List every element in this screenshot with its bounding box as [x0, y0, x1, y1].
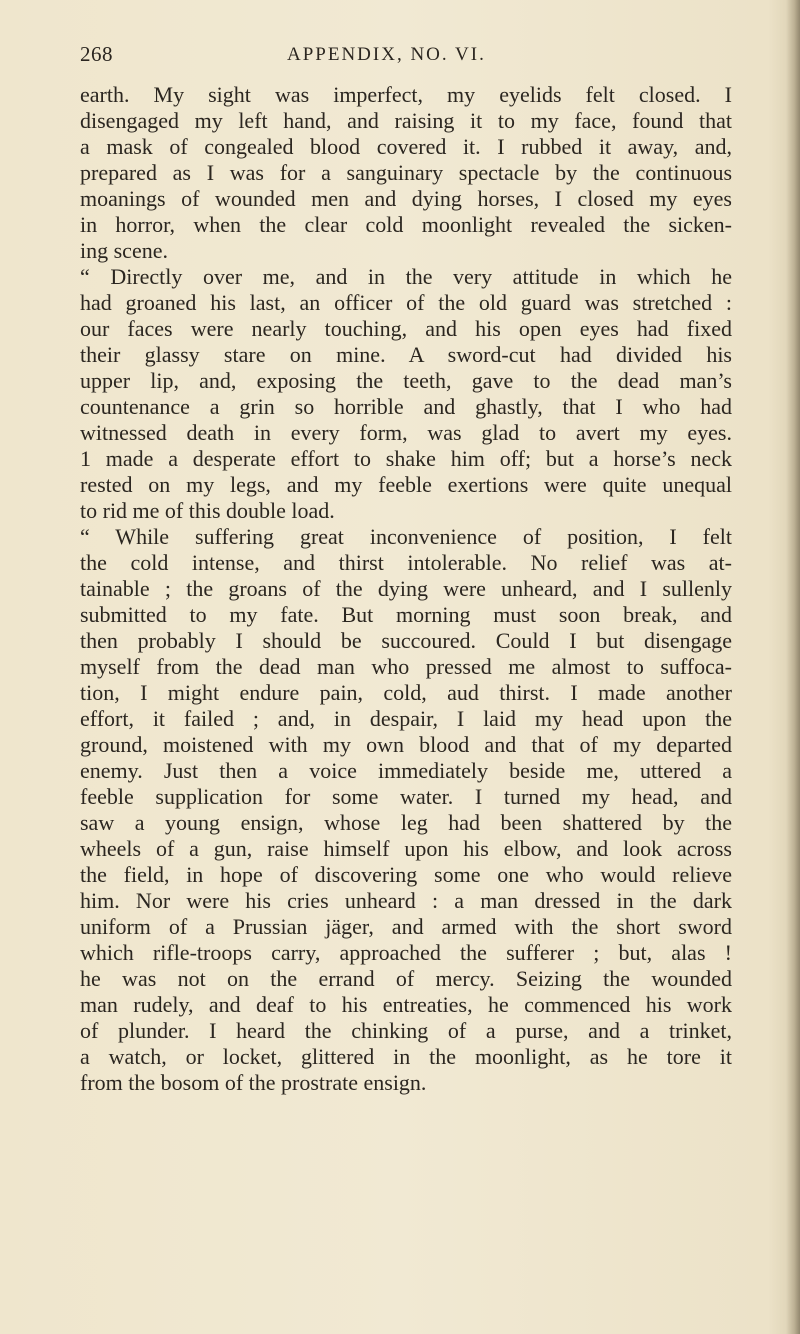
text-line: the cold intense, and thirst intolerable. No relief was at- [80, 550, 732, 575]
text-line: to rid me of this double load. [80, 498, 335, 523]
text-line: man rudely, and deaf to his entreaties, he commenced his work [80, 992, 732, 1017]
text-line: rested on my legs, and my feeble exertions were quite unequal [80, 472, 732, 497]
text-line: of plunder. I heard the chinking of a purse, and a trinket, [80, 1018, 732, 1043]
text-line: our faces were nearly touching, and his open eyes had fixed [80, 316, 732, 341]
page-number: 268 [80, 42, 113, 66]
text-line: had groaned his last, an officer of the old guard was stretched : [80, 290, 732, 315]
text-line: a mask of congealed blood covered it. I rubbed it away, and, [80, 134, 732, 159]
text-line: feeble supplication for some water. I turned my head, and [80, 784, 732, 809]
text-line: effort, it failed ; and, in despair, I laid my head upon the [80, 706, 732, 731]
text-line: wheels of a gun, raise himself upon his elbow, and look across [80, 836, 732, 861]
text-line: prepared as I was for a sanguinary spectacle by the continuous [80, 160, 732, 185]
text-line: witnessed death in every form, was glad to avert my eyes. [80, 420, 732, 445]
text-line: ing scene. [80, 238, 168, 263]
text-line: which rifle-troops carry, approached the sufferer ; but, alas ! [80, 940, 732, 965]
text-line: in horror, when the clear cold moonlight revealed the sicken- [80, 212, 732, 237]
text-line: 1 made a desperate effort to shake him off; but a horse’s neck [80, 446, 732, 471]
page-edge-shadow [786, 0, 800, 1334]
text-line: tion, I might endure pain, cold, aud thirst. I made another [80, 680, 732, 705]
text-line: ground, moistened with my own blood and that of my departed [80, 732, 732, 757]
text-line: upper lip, and, exposing the teeth, gave to the dead man’s [80, 368, 732, 393]
running-title: APPENDIX, NO. VI. [287, 44, 486, 65]
text-line: he was not on the errand of mercy. Seizing the wounded [80, 966, 732, 991]
text-line: countenance a grin so horrible and ghastly, that I who had [80, 394, 732, 419]
running-head [80, 42, 730, 70]
text-line: tainable ; the groans of the dying were unheard, and I sullenly [80, 576, 732, 601]
text-line: from the bosom of the prostrate ensign. [80, 1070, 427, 1095]
text-line: him. Nor were his cries unheard : a man dressed in the dark [80, 888, 732, 913]
text-line: disengaged my left hand, and raising it to my face, found that [80, 108, 732, 133]
text-line: a watch, or locket, glittered in the moonlight, as he tore it [80, 1044, 732, 1069]
text-line: then probably I should be succoured. Could I but disengage [80, 628, 732, 653]
text-line: “ Directly over me, and in the very attitude in which he [80, 264, 732, 289]
text-line: the field, in hope of discovering some one who would relieve [80, 862, 732, 887]
text-line: saw a young ensign, whose leg had been shattered by the [80, 810, 732, 835]
text-line: myself from the dead man who pressed me almost to suffoca- [80, 654, 732, 679]
text-line: moanings of wounded men and dying horses, I closed my eyes [80, 186, 732, 211]
text-line: earth. My sight was imperfect, my eyelids felt closed. I [80, 82, 732, 107]
text-line: enemy. Just then a voice immediately beside me, uttered a [80, 758, 732, 783]
text-line: uniform of a Prussian jäger, and armed with the short sword [80, 914, 732, 939]
text-line: their glassy stare on mine. A sword-cut had divided his [80, 342, 732, 367]
text-line: “ While suffering great inconvenience of position, I felt [80, 524, 732, 549]
body-text [80, 82, 732, 1096]
text-line: submitted to my fate. But morning must soon break, and [80, 602, 732, 627]
